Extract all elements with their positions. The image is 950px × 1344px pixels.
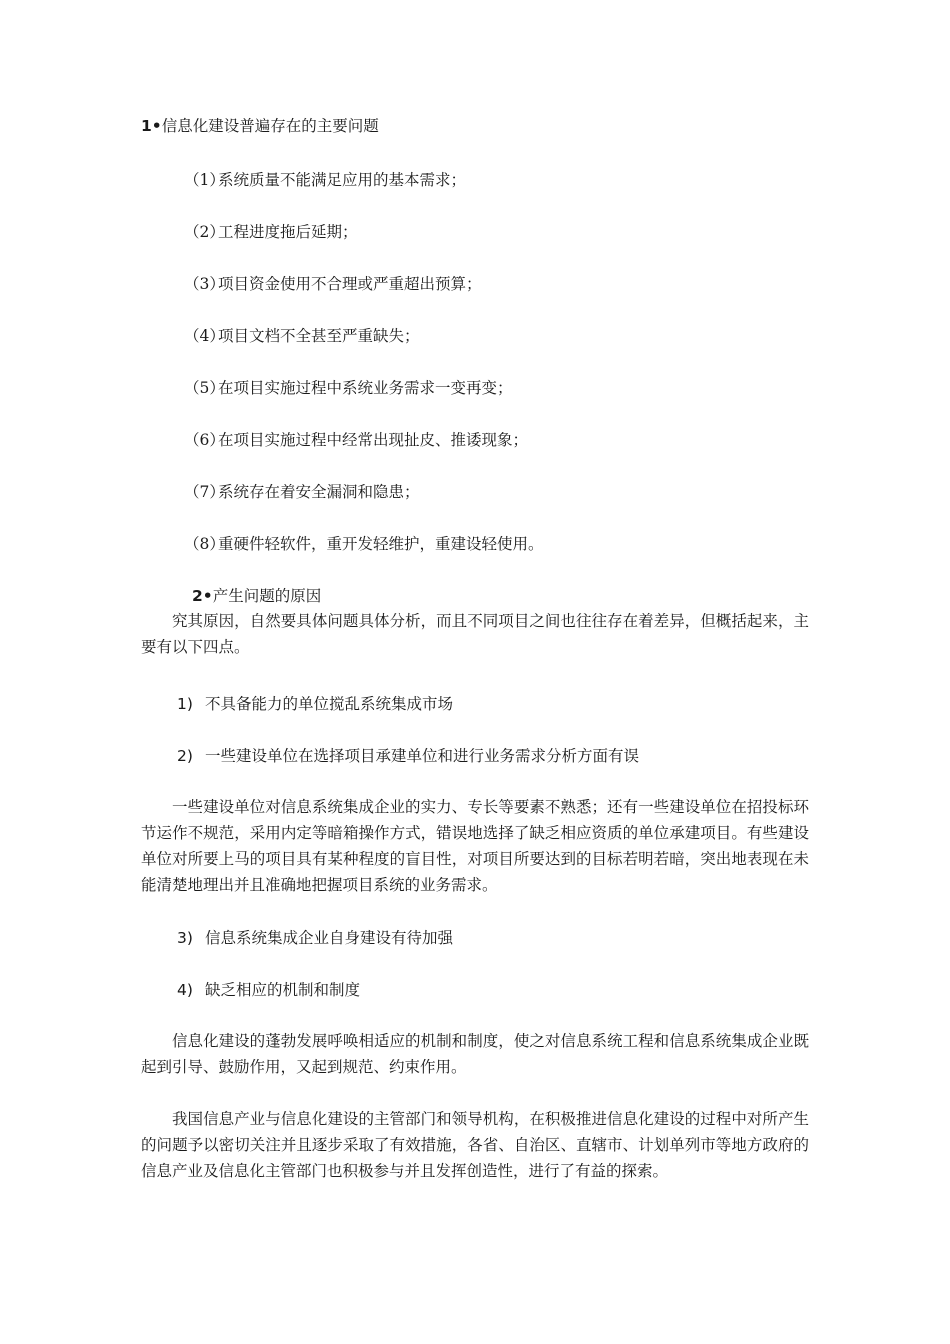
list-item-text: 在项目实施过程中经常出现扯皮、推诿现象； [218, 431, 529, 449]
paragraph-closing: 我国信息产业与信息化建设的主管部门和领导机构，在积极推进信息化建设的过程中对所产生的问题予以密切关注并且逐步采取了有效措施，各省、自治区、直辖市、计划单列市等地方政府的信息产业及信息化主管部门也积极参与并且发挥创造性，进行了有益的探索。 [141, 1110, 809, 1180]
list-item [177, 980, 360, 1000]
list-item-text: 不具备能力的单位搅乱系统集成市场 [205, 695, 454, 713]
list-item-index: 4) [177, 981, 193, 999]
list-item-text: 项目资金使用不合理或严重超出预算； [218, 275, 482, 293]
list-item [177, 928, 453, 948]
list-item-index: （2） [184, 223, 225, 241]
list-item [184, 534, 544, 554]
list-item [184, 378, 513, 398]
list-item-text: 在项目实施过程中系统业务需求一变再变； [218, 379, 513, 397]
list-item-index: 3) [177, 929, 193, 947]
paragraph-reason4: 信息化建设的蓬勃发展呼唤相适应的机制和制度，使之对信息系统工程和信息系统集成企业既起到引导、鼓励作用，又起到规范、约束作用。 [141, 1032, 809, 1076]
list-item [177, 694, 453, 714]
list-item-text: 信息系统集成企业自身建设有待加强 [205, 929, 454, 947]
list-item-text: 系统质量不能满足应用的基本需求； [218, 171, 467, 189]
list-item-index: 1) [177, 695, 193, 713]
list-item [184, 170, 466, 190]
list-item [184, 482, 420, 502]
section2-title: 产生问题的原因 [212, 587, 322, 605]
section2-number: 2• [192, 587, 213, 605]
list-item-index: （3） [184, 275, 225, 293]
list-item-text: 缺乏相应的机制和制度 [205, 981, 361, 999]
list-item [177, 746, 639, 766]
list-item [184, 274, 482, 294]
list-item [184, 430, 528, 450]
list-item [184, 222, 358, 242]
section2-heading [192, 586, 321, 606]
list-item-index: （6） [184, 431, 225, 449]
section1-heading [141, 116, 379, 136]
list-item-index: （5） [184, 379, 225, 397]
paragraph-reason2: 一些建设单位对信息系统集成企业的实力、专长等要素不熟悉；还有一些建设单位在招投标环节运作不规范，采用内定等暗箱操作方式，错误地选择了缺乏相应资质的单位承建项目。有些建设单位对所要上马的项目具有某种程度的盲目性，对项目所要达到的目标若明若暗，突出地表现在未能清楚地理出并且准确地把握项目系统的业务需求。 [141, 798, 809, 894]
list-item-text: 工程进度拖后延期； [218, 223, 358, 241]
list-item-index: （4） [184, 327, 225, 345]
list-item-index: （1） [184, 171, 225, 189]
list-item-text: 一些建设单位在选择项目承建单位和进行业务需求分析方面有误 [205, 747, 640, 765]
list-item-index: （8） [184, 535, 225, 553]
list-item-text: 重硬件轻软件，重开发轻维护，重建设轻使用。 [218, 535, 544, 553]
list-item [184, 326, 420, 346]
section1-number: 1• [141, 117, 162, 135]
list-item-index: （7） [184, 483, 225, 501]
list-item-text: 系统存在着安全漏洞和隐患； [218, 483, 420, 501]
list-item-index: 2) [177, 747, 193, 765]
section2-intro: 究其原因，自然要具体问题具体分析，而且不同项目之间也往往存在着差异，但概括起来，主要有以下四点。 [141, 612, 809, 656]
list-item-text: 项目文档不全甚至严重缺失； [218, 327, 420, 345]
section1-title: 信息化建设普遍存在的主要问题 [161, 117, 379, 135]
